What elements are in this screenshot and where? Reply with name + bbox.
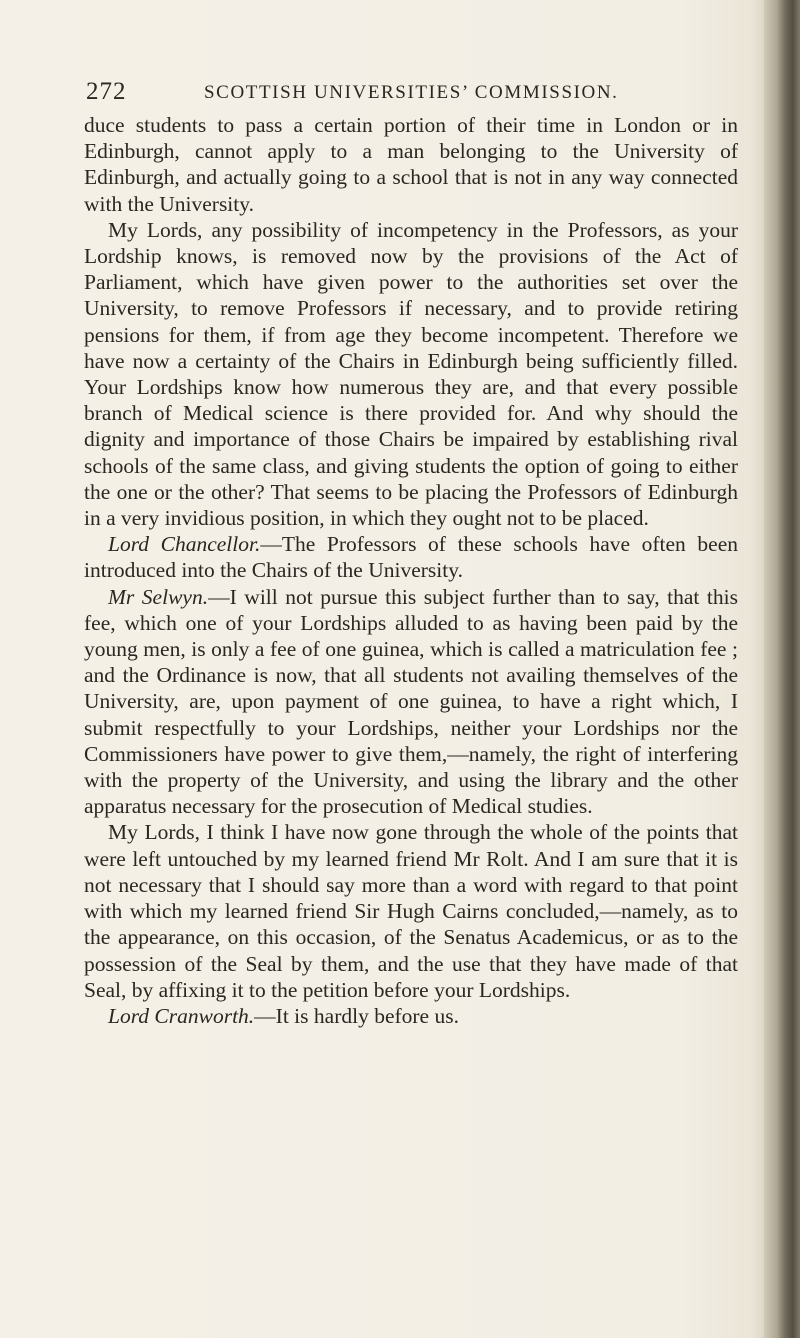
speaker-name: Mr Selwyn. [108,584,209,609]
running-head: SCOTTISH UNIVERSITIES’ COMMISSION. [204,82,619,103]
paragraph [84,112,738,217]
paragraph-text: —The Professors of these schools have often been introduced into the Chairs of the University. [84,532,738,583]
paragraph-text: My Lords, I think I have now gone through the whole of the points that were left untouched by my learned friend Mr Rolt. And I am sure that it is not necessary that I should say more than a word with regard to that point with which my learned friend Sir Hugh Cairns concluded,—namely, as to the appearance, on this occasion, of the Senatus Academicus, or as to the possession of the Seal by them, and the use that they have made of that Seal, by affixing it to the petition before your Lordships. [84,820,738,1002]
paragraph-text: —I will not pursue this subject further than to say, that this fee, which one of your Lordships alluded to as having been paid by the young men, is only a fee of one guinea, which is called a matriculation fee ; and the Ordinance is now, that all students not availing themselves of the University, are, upon payment of one guinea, to have a right which, I submit respectfully to your Lordships, neither your Lordships nor the Commissioners have power to give them,—namely, the right of interfering with the property of the University, and using the library and the other apparatus necessary for the prosecution of Medical studies. [84,584,738,819]
paragraph [84,819,738,1002]
paragraph-text: —It is hardly before us. [254,1003,459,1028]
paragraph [84,584,738,820]
page-gutter-shadow [764,0,800,1338]
paragraph [84,217,738,531]
page-header [86,78,746,108]
paragraph-text: duce students to pass a certain portion of their time in London or in Edinburgh, cannot apply to a man belonging to the University of Edinburgh, and actually going to a school that is not in any way connected with the University. [84,113,738,216]
page-number: 272 [86,78,127,105]
paragraph [84,1003,738,1029]
paragraph-text: My Lords, any possibility of incompetency in the Professors, as your Lordship knows, is removed now by the provisions of the Act of Parliament, which have given power to the authorities set over the University, to remove Professors if necessary, and to provide retiring pensions for them, if from age they become incompetent. Therefore we have now a certainty of the Chairs in Edinburgh being sufficiently filled. Your Lordships know how numerous they are, and that every possible branch of Medical science is there provided for. And why should the dignity and importance of those Chairs be impaired by establishing rival schools of the same class, and giving students the option of going to either the one or the other? That seems to be placing the Professors of Edinburgh in a very invidious position, in which they ought not to be placed. [84,217,738,531]
speaker-name: Lord Chancellor. [108,532,261,557]
body-text [84,112,738,1029]
paragraph [84,531,738,583]
speaker-name: Lord Cranworth. [108,1003,255,1028]
